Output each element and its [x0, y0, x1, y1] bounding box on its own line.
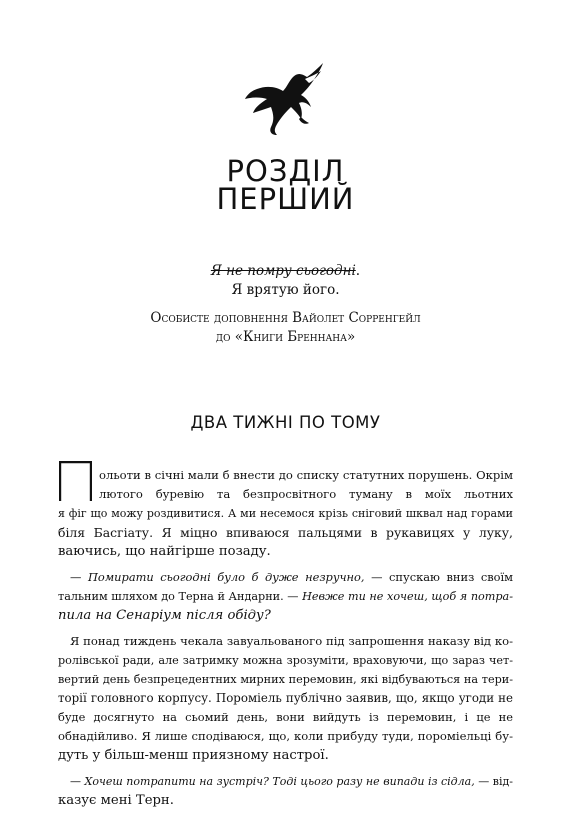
text-line: біля Басгіату. Я міцно впиваюся пальцями в рукавицях у луку, [58, 525, 513, 540]
narration-text: — від- [474, 775, 513, 788]
text-line [58, 504, 513, 523]
text-line: ваючись, що найгірше позаду. [58, 544, 271, 559]
text-line: казує мені Терн. [58, 793, 174, 808]
text-line: ролівської ради, але затримку можна зрозуміти, враховуючи, що зараз чет- [58, 654, 513, 667]
text-line: Я понад тиждень чекала завуальованого під запрошення наказу від ко- [70, 634, 513, 648]
dialogue-text: Невже ти не хочеш, щоб я потра- [302, 590, 513, 603]
dragon-icon [243, 61, 331, 139]
dropcap-letter [59, 461, 92, 501]
text-line: ольоти в січні мали б внести до списку статутних порушень. Окрім [99, 468, 513, 482]
text-line: пила на Сенаріум після обіду? [58, 608, 271, 623]
dialogue-text: — Хочеш потрапити на зустріч? Тоді цього разу не випади із сідла, [70, 775, 475, 788]
text-line: вертий день безпрецедентних мирних перемовин, які відбуваються на тери- [58, 673, 513, 686]
chapter-title-line1: РОЗДІЛ [226, 154, 345, 188]
text-line: дуть у більш-менш приязному настрої. [58, 748, 329, 763]
text-line [70, 772, 513, 791]
chapter-title-line2: ПЕРШИЙ [216, 182, 355, 216]
epigraph-line2: Я врятую його. [231, 282, 340, 298]
text-span: я фіг що можу роздивитися. А ми несемося крізь сніговий шквал над горами [58, 507, 513, 520]
epigraph-source-line2: до «Книги Бреннана» [215, 329, 356, 345]
dropcap-frame [59, 461, 92, 501]
epigraph-source-line1: Особисте доповнення Вайолет Сорренгейл [150, 310, 421, 326]
text-line: буде досягнуто на сьомий день, вони вийдуть із перемовин, і це не [58, 710, 513, 724]
epigraph-line1 [0, 262, 571, 281]
text-line: обнадійливо. Я лише сподіваюся, що, коли прибуду туди, пороміельці бу- [58, 729, 513, 743]
text-line [58, 587, 513, 606]
text-line: торії головного корпусу. Пороміель публічно заявив, що, якщо угоди не [58, 691, 513, 705]
text-line: лютого буревію та безпросвітного туману в моїх льотних [99, 487, 513, 501]
struck-punct: . [355, 263, 361, 279]
narration-text: — спускаю вниз своїм [371, 570, 513, 584]
struck-text: Я не помру сьогодні [210, 263, 356, 279]
narration-text: тальним шляхом до Терна й Андарни. — [58, 590, 303, 603]
dialogue-text: — Помирати сьогодні було б дуже незручно, [70, 570, 365, 584]
text-line [70, 568, 513, 587]
section-title: ДВА ТИЖНІ ПО ТОМУ [190, 413, 381, 432]
